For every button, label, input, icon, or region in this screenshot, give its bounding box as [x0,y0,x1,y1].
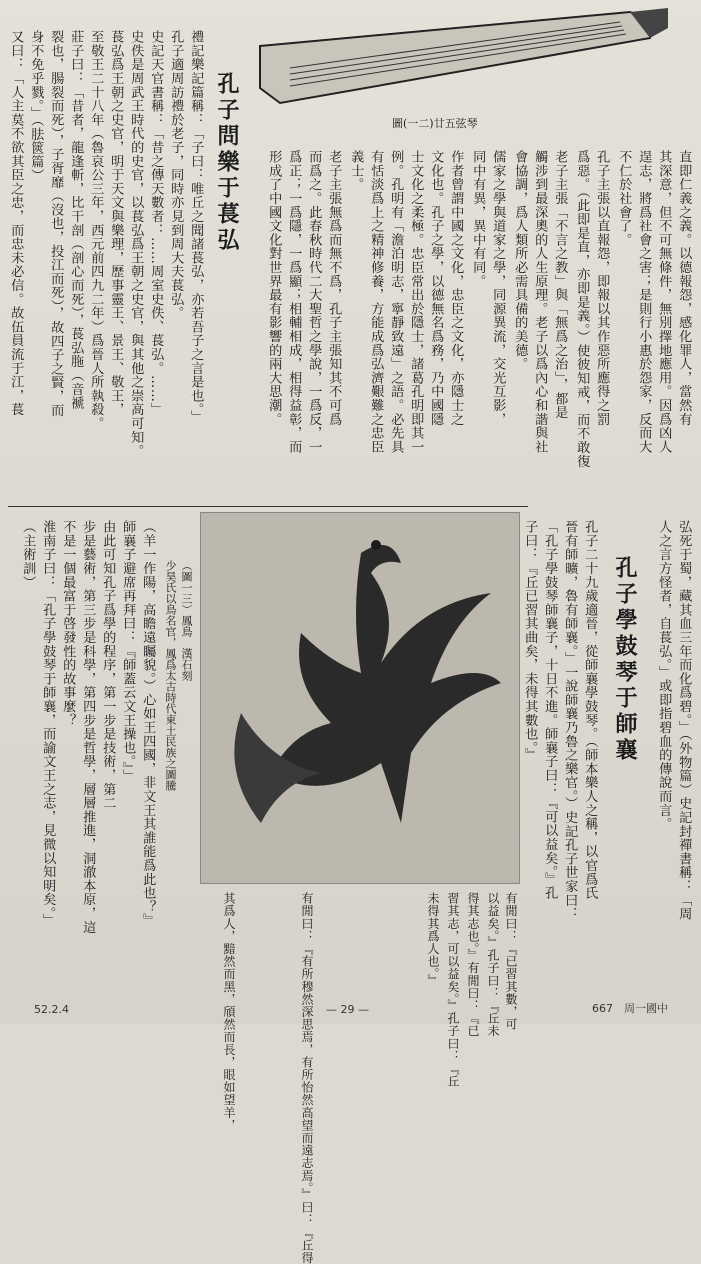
text-col: 身不免乎戮。」（胠篋篇） [28,30,44,183]
text-col: 有恬淡爲上之精神修養，方能成爲弘濟艱難之忠臣 [368,150,384,454]
text-col: 至敬王二十八年（魯哀公三年，西元前四九二年）爲晉人所執殺。 [88,30,104,431]
phoenix-caption-text: 少昊氏以鳥名官，鳳爲太古時代東土民族之圖騰 [164,560,177,791]
text-col: （主術訓） [20,520,36,589]
text-col: 不是一個最富于啓發性的故事麼？ [60,520,76,727]
text-col: 形成了中國文化對世界最有影響的兩大思潮。 [266,150,282,426]
text-col: 得其志也。』有閒曰：『已 [466,892,480,1038]
text-col: 淮南子曰：「孔子學鼓琴于師襄，而諭文王之志，見微以知明矣。」 [40,520,56,928]
text-col: 儒家之學與道家之學，同源異流，交光互影， [490,150,506,426]
text-col: 其爲人，黯然而黑，頎然而長，眼如望羊， [222,892,236,1132]
section2-title: 孔子學鼓琴于師襄 [612,556,638,764]
text-col: 例。孔明有「澹泊明志，寧靜致遠」之語。必先具 [388,150,404,454]
text-col: 文化也。孔子之學，以德無名爲務，乃中國隱 [428,150,444,426]
text-col: 弘死于蜀，藏其血三年而化爲碧。」（外物篇）史記封禪書稱：「周 [676,520,692,921]
phoenix-caption-title: （圖一三）鳳鳥 漢石刻 [180,560,193,681]
text-col: 裂也，腸裂而死），子胥靡（沒也，投江而死），故四子之賢，而 [48,30,64,417]
text-col: 同中有異，異中有同。 [470,150,486,288]
text-col: 史佚是周武王時代的史官，以萇弘爲王朝之史官，與其他之崇高可知。 [128,30,144,458]
text-col: 又曰：「人主莫不欲其臣之忠，而忠未必信。故伍員流于江，萇 [8,30,24,417]
text-col: 晉有師曠，魯有師襄。」一說師襄乃魯之樂官。）史記孔子世家曰： [562,520,578,921]
phoenix-illustration [201,513,519,883]
text-col: 孔子適周訪禮於老子，同時亦見到周大夫萇弘。 [168,30,184,320]
text-col: 士文化之柔極。忠臣常出於隱士，諸葛孔明即其一 [408,150,424,454]
text-col: 「孔子學鼓琴師襄子，十日不進。師襄子曰：『可以益矣。』孔 [542,520,558,900]
footer-date: 52.2.4 [34,1003,69,1016]
text-col: 習其志，可以益矣。』孔子曰：『丘 [446,892,460,1088]
text-col: 孔子二十九歲適晉，從師襄學鼓琴。（師本樂人之稱，以官爲氏 [582,520,598,900]
zither-illustration [250,8,670,108]
text-col: 未得其爲人也。』 [426,892,440,987]
text-col: 孔子主張以直報怨，即報以其作惡所應得之罰 [594,150,610,426]
text-col: 逞志，將爲社會之害；是則行小惠於怨家，反而大 [636,150,652,454]
text-col: 觸涉到最深奧的人生原理。老子以爲內心和諧與社 [532,150,548,454]
zither-caption: 圖(一二)廿五弦琴 [392,117,478,130]
divider-rule [8,506,528,507]
text-col: 萇弘爲王朝之史官，明于天文與樂理，歷事靈王、景王、敬王， [108,30,124,417]
text-col: 莊子曰：「昔者，龍逢斬，比干剖（剖心而死），萇弘胣（音褫 [68,30,84,410]
text-col: 而爲之。此春秋時代二大聖哲之學說，一爲反，一 [306,150,322,454]
text-col: 禮記樂記篇稱：「子曰：唯丘之聞諸萇弘，亦若吾子之言是也。」 [188,30,204,424]
text-col: 直即仁義之義。以德報怨，感化罪人，當然有 [676,150,692,426]
text-col: 不仁於社會了。 [616,150,632,247]
text-col: 人之言方怪者，自萇弘。」或即指碧血的傳說而言。 [656,520,672,831]
text-col: 史記天官書稱：「昔之傳天數者：……周室史佚、萇弘。……」 [148,30,164,417]
text-col: 老子主張「不言之教」與「無爲之治」，都是 [552,150,568,420]
text-col: 師襄子避席再拜曰：『師蓋云文王操也。』」 [120,520,136,783]
text-col: 作者曾謂中國之文化，忠臣之文化，亦隱士之 [448,150,464,426]
text-col: 爲惡。（此即是直，亦即是義。）使彼知戒，而不敢復 [574,150,590,468]
text-col: 以益矣。』孔子曰：『丘未 [486,892,500,1038]
text-col: 由此可知孔子爲學的程序，第一步是技術，第二 [100,520,116,810]
phoenix-figure [200,512,520,884]
text-col: 爲正；一爲隱，一爲顯；相輔相成，相得益彰，而 [286,150,302,454]
text-col: 老子主張無爲而無不爲，孔子主張知其不可爲 [326,150,342,426]
text-col: 會協調，爲人類所必需具備的美德。 [512,150,528,371]
text-col: 子曰：『丘已習其曲矣，未得其數也。』 [522,520,538,762]
footer-page-number: — 29 — [326,1003,369,1016]
footer-issue: 667 周一國中 [592,1002,668,1015]
text-col: 義士。 [348,150,364,192]
section1-title: 孔子問樂于萇弘 [214,72,240,254]
text-col: 其深意，但不可無條件，無別擇地應用。因爲凶人 [656,150,672,454]
text-col: 有閒曰：『已習其數，可 [504,892,518,1031]
text-col: （羊一作陽，高瞻遠矚貌。）心如王四國，非文王其誰能爲此也？』 [140,520,156,928]
text-col: 有閒曰：『有所穆然深思焉，有所怡然高望而遠志焉。』曰：『丘得 [300,892,314,1264]
text-col: 步是藝術，第三步是科學，第四步是哲學，層層推進，洞澈本原，這 [80,520,96,934]
